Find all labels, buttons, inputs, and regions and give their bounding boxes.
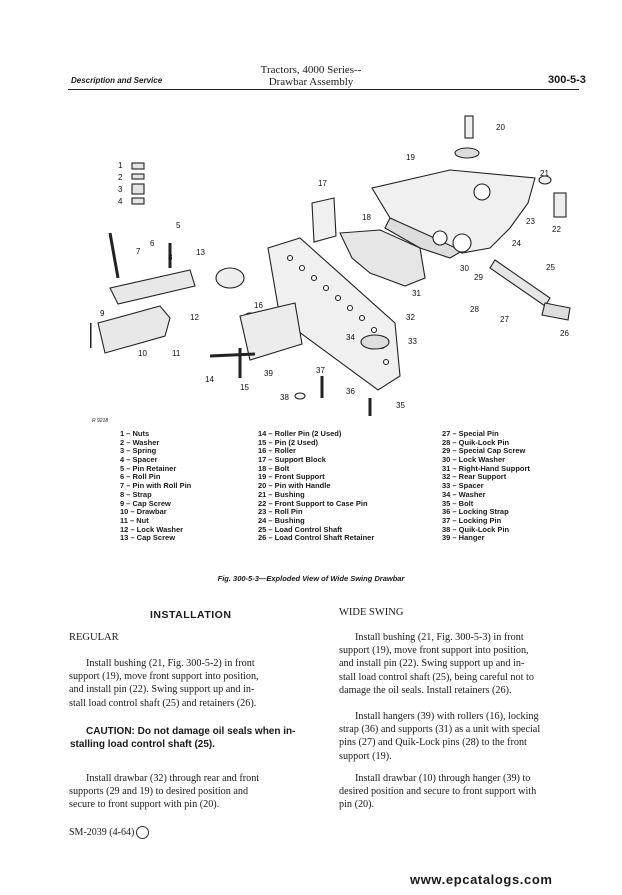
callout-24: 24: [512, 239, 521, 248]
callout-28: 28: [470, 305, 479, 314]
page-number: 300-5-3: [548, 74, 586, 86]
legend-item: 15 – Pin (2 Used): [258, 437, 319, 447]
legend-item: 1 – Nuts: [120, 429, 150, 438]
callout-6: 6: [150, 239, 155, 248]
callout-26: 26: [560, 329, 569, 338]
callout-11: 11: [172, 349, 181, 358]
callout-37: 37: [316, 366, 325, 375]
legend-item: 13 – Cap Screw: [120, 533, 176, 543]
legend-item: 2 – Washer: [120, 437, 160, 447]
legend-item: 9 – Cap Screw: [120, 498, 171, 508]
callout-39: 39: [264, 369, 273, 378]
footer-text: SM-2039 (4-64): [69, 826, 135, 838]
callout-34: 34: [346, 333, 355, 342]
callout-17: 17: [318, 179, 327, 188]
figure-caption: Fig. 300-5-3—Exploded View of Wide Swing Drawbar: [217, 574, 405, 583]
callout-4: 4: [118, 197, 123, 206]
callout-8: 8: [168, 253, 173, 262]
installation-heading: INSTALLATION: [150, 609, 232, 621]
callout-29: 29: [474, 273, 483, 282]
legend-item: 4 – Spacer: [120, 455, 158, 465]
legend-item: 18 – Bolt: [258, 463, 290, 473]
legend-item: 24 – Bushing: [258, 515, 305, 525]
callout-20: 20: [496, 123, 505, 132]
wide-paragraph-2: Install hangers (39) with rollers (16), locking strap (36) and supports (31) as a unit with special pins (27) and Quik-Lock pins (28) to the front support (19).: [339, 711, 541, 762]
legend-item: 30 – Lock Washer: [442, 455, 506, 465]
callout-16: 16: [254, 301, 263, 310]
legend-item: 38 – Quik-Lock Pin: [442, 524, 510, 534]
callout-1: 1: [118, 161, 123, 170]
legend-item: 6 – Roll Pin: [120, 472, 161, 482]
callout-21: 21: [540, 169, 549, 178]
callout-2: 2: [118, 173, 123, 182]
legend-item: 31 – Right-Hand Support: [442, 463, 530, 473]
legend-item: 19 – Front Support: [258, 472, 325, 482]
figure-id: R 9218: [92, 418, 109, 424]
legend-item: 22 – Front Support to Case Pin: [258, 498, 368, 508]
left-drawbar-shape: [98, 306, 170, 353]
callout-5: 5: [176, 221, 181, 230]
callout-30: 30: [460, 264, 469, 273]
support-block-shape: [312, 198, 336, 242]
title-line-2: Drawbar Assembly: [268, 76, 354, 88]
callout-15: 15: [240, 383, 249, 392]
callout-13: 13: [196, 248, 205, 257]
callout-35: 35: [396, 401, 405, 410]
wide-paragraph-3: Install drawbar (10) through hanger (39) to desired position and secure to front support with pin (20).: [339, 773, 537, 811]
legend-item: 32 – Rear Support: [442, 472, 507, 482]
watermark: www.epcatalogs.com: [410, 872, 553, 887]
legend-item: 23 – Roll Pin: [258, 507, 303, 517]
header-rule: [68, 89, 579, 90]
legend-item: 21 – Bushing: [258, 489, 305, 499]
wide-swing-heading: WIDE SWING: [339, 607, 404, 618]
legend-item: 11 – Nut: [120, 515, 149, 525]
legend-item: 39 – Hanger: [442, 533, 485, 543]
regular-paragraph-2: Install drawbar (32) through rear and front supports (29 and 19) to desired position and secure to front support with pin (20).: [69, 773, 260, 811]
callout-19: 19: [406, 153, 415, 162]
legend-item: 20 – Pin with Handle: [258, 481, 331, 491]
callout-38: 38: [280, 393, 289, 402]
caution-note: CAUTION: Do not damage oil seals when in- stalling load control shaft (25).: [70, 726, 296, 751]
hanger-shape: [240, 303, 302, 360]
exploded-view-diagram: [90, 108, 590, 420]
legend-item: 3 – Spring: [120, 446, 157, 456]
callout-7: 7: [136, 247, 141, 256]
callout-14: 14: [205, 375, 214, 384]
legend-column-3: [442, 430, 530, 543]
legend-item: 5 – Pin Retainer: [120, 463, 177, 473]
wide-paragraph-1: Install bushing (21, Fig. 300-5-3) in front support (19), move front support into position, and install pin (22). Swing support up and in- stall load control shaft (25), being careful not to damage the oil seals. Install retainers (26).: [339, 632, 534, 696]
shaft-shape: [490, 260, 550, 306]
section-label: Description and Service: [71, 76, 163, 85]
legend-column-2: [258, 430, 374, 543]
callout-33: 33: [408, 337, 417, 346]
callout-12: 12: [190, 313, 199, 322]
legend-column-1: [120, 430, 191, 543]
legend-item: 16 – Roller: [258, 446, 296, 456]
callout-18: 18: [362, 213, 371, 222]
callout-3: 3: [118, 185, 123, 194]
legend-item: 29 – Special Cap Screw: [442, 446, 526, 456]
legend-item: 25 – Load Control Shaft: [258, 524, 343, 534]
legend-item: 7 – Pin with Roll Pin: [120, 481, 192, 491]
footer-code: [69, 826, 149, 839]
legend-item: 34 – Washer: [442, 489, 486, 499]
callout-25: 25: [546, 263, 555, 272]
legend-item: 33 – Spacer: [442, 481, 484, 491]
callout-10: 10: [138, 349, 147, 358]
legend-item: 17 – Support Block: [258, 455, 326, 465]
callout-23: 23: [526, 217, 535, 226]
callout-22: 22: [552, 225, 561, 234]
regular-heading: REGULAR: [69, 632, 119, 643]
callout-9: 9: [100, 309, 105, 318]
legend-item: 36 – Locking Strap: [442, 507, 509, 517]
legend-item: 8 – Strap: [120, 489, 152, 499]
callout-32: 32: [406, 313, 415, 322]
pin-20-shape: [465, 116, 473, 138]
strap-shape: [110, 270, 195, 304]
legend-item: 28 – Quik-Lock Pin: [442, 437, 510, 447]
callout-27: 27: [500, 315, 509, 324]
callout-36: 36: [346, 387, 355, 396]
spacer-shape: [361, 335, 389, 349]
legend-item: 27 – Special Pin: [442, 429, 499, 438]
legend-item: 12 – Lock Washer: [120, 524, 184, 534]
callout-31: 31: [412, 289, 421, 298]
regular-paragraph-1: Install bushing (21, Fig. 300-5-2) in front support (19), move front support into position, and install pin (22). Swing support up and in- stall load control shaft (25) and retainers (26).: [69, 658, 259, 709]
legend-item: 37 – Locking Pin: [442, 515, 502, 525]
union-bug-icon: [136, 826, 149, 839]
title-line-1: Tractors, 4000 Series--: [260, 64, 362, 76]
legend-item: 10 – Drawbar: [120, 507, 167, 517]
legend-item: 26 – Load Control Shaft Retainer: [258, 533, 375, 543]
legend-item: 35 – Bolt: [442, 498, 474, 508]
legend-item: 14 – Roller Pin (2 Used): [258, 429, 342, 438]
